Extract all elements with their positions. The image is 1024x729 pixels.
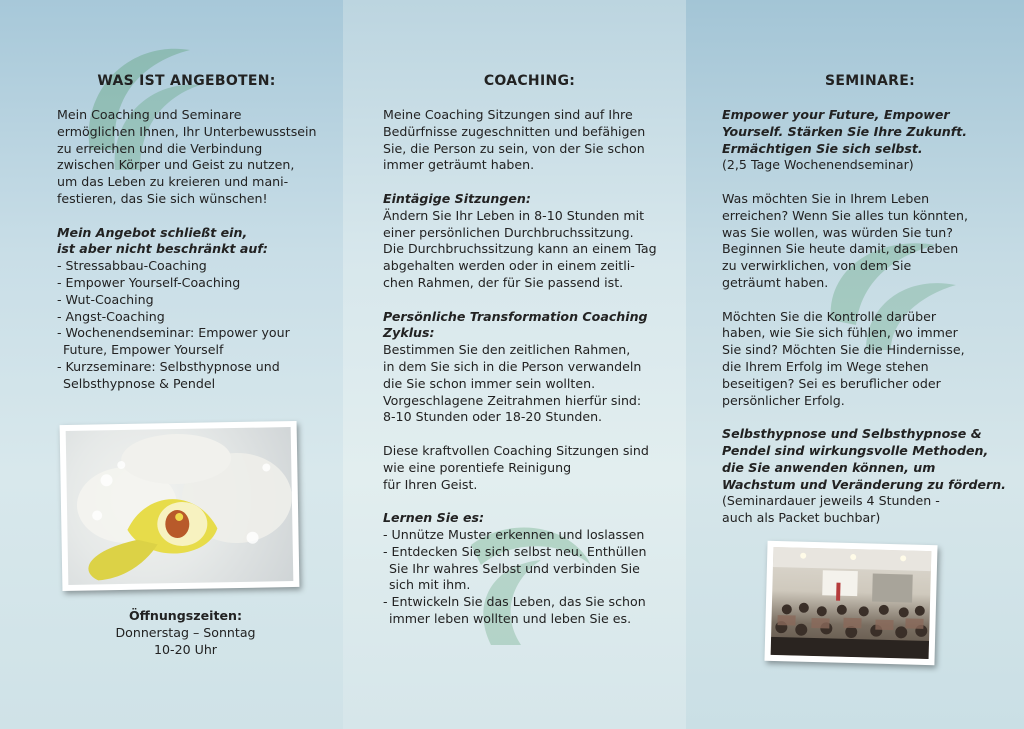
text-line: abgehalten werden oder in einem zeitli- xyxy=(383,258,635,274)
coaching-content xyxy=(383,107,657,628)
list-item: sich mit ihm. xyxy=(389,577,471,593)
text-line: für Ihren Geist. xyxy=(383,476,478,492)
list-item: - Entdecken Sie sich selbst neu. Enthüllen xyxy=(383,543,647,559)
seminar-title: Wachstum und Veränderung zu fördern. xyxy=(722,476,1006,492)
opening-hours xyxy=(57,608,314,658)
text-line: erreichen? Wenn Sie alles tun könnten, xyxy=(722,207,968,223)
seminar-note: (2,5 Tage Wochenendseminar) xyxy=(722,157,914,173)
opening-hours-title: Öffnungszeiten: xyxy=(128,608,243,623)
list-item: - Stressabbau-Coaching xyxy=(57,258,207,274)
seminar-title: Selbsthypnose und Selbsthypnose & xyxy=(722,426,982,442)
list-item: - Angst-Coaching xyxy=(57,308,165,324)
seminar-title: Empower your Future, Empower xyxy=(722,107,950,122)
offer-title: ist aber nicht beschränkt auf: xyxy=(57,241,268,257)
list-item: immer leben wollten und leben Sie es. xyxy=(389,610,632,626)
text-line: immer geträumt haben. xyxy=(383,157,535,173)
list-item: - Kurzseminare: Selbsthypnose und xyxy=(57,358,280,374)
text-line: haben, wie Sie sich fühlen, wo immer xyxy=(722,325,958,341)
panel-middle xyxy=(343,0,686,729)
text-line: in dem Sie sich in die Person verwandeln xyxy=(383,358,642,374)
list-item: - Unnütze Muster erkennen und loslassen xyxy=(383,526,645,542)
section-heading-seminars: SEMINARE: xyxy=(825,73,915,89)
text-line: zwischen Körper und Geist zu nutzen, xyxy=(57,157,295,173)
list-item: Future, Empower Yourself xyxy=(63,342,224,358)
list-item: - Empower Yourself-Coaching xyxy=(57,274,241,290)
text-line: Die Durchbruchssitzung kann an einem Tag xyxy=(383,241,657,257)
orchid-image xyxy=(66,427,294,585)
text-line: 8-10 Stunden oder 18-20 Stunden. xyxy=(383,409,603,425)
text-line: Meine Coaching Sitzungen sind auf Ihre xyxy=(383,107,633,122)
text-line: Sie, die Person zu sein, von der Sie schon xyxy=(383,140,645,156)
text-line: Vorgeschlagene Zeitrahmen hierfür sind: xyxy=(383,392,642,408)
seminar-photo xyxy=(764,541,937,665)
seminar-note: (Seminardauer jeweils 4 Stunden - xyxy=(722,493,940,509)
text-line: festieren, das Sie sich wünschen! xyxy=(57,190,268,206)
seminars-content xyxy=(722,107,1006,527)
subheading: Lernen Sie es: xyxy=(383,510,485,526)
list-item: Sie Ihr wahres Selbst und verbinden Sie xyxy=(389,560,640,576)
text-line: Mein Coaching und Seminare xyxy=(57,107,242,122)
text-line: um das Leben zu kreieren und mani- xyxy=(57,174,289,190)
seminar-title: die Sie anwenden können, um xyxy=(722,459,936,475)
orchid-photo xyxy=(60,421,300,591)
offer-intro xyxy=(57,107,317,393)
seminar-title: Yourself. Stärken Sie Ihre Zukunft. xyxy=(722,123,968,139)
text-line: zu verwirklichen, von dem Sie xyxy=(722,258,912,274)
list-item: - Wut-Coaching xyxy=(57,291,154,307)
text-line: ermöglichen Ihnen, Ihr Unterbewusstsein xyxy=(57,123,317,139)
offer-title: Mein Angebot schließt ein, xyxy=(57,224,248,240)
text-line: was Sie wollen, was würden Sie tun? xyxy=(722,224,953,240)
section-heading-coaching: COACHING: xyxy=(483,73,576,89)
text-line: die Ihrem Erfolg im Wege stehen xyxy=(722,358,929,374)
text-line: chen Rahmen, der für Sie passend ist. xyxy=(383,274,624,290)
list-item: - Entwickeln Sie das Leben, das Sie schon xyxy=(383,594,646,610)
text-line: persönlicher Erfolg. xyxy=(722,392,845,408)
opening-hours-time: 10-20 Uhr xyxy=(154,641,217,657)
seminar-audience-icon xyxy=(771,547,932,659)
text-line: Bedürfnisse zugeschnitten und befähigen xyxy=(383,123,646,139)
seminar-room-image xyxy=(771,547,932,659)
text-line: Diese kraftvollen Coaching Sitzungen sind xyxy=(383,442,649,458)
subheading: Zyklus: xyxy=(383,325,435,341)
section-heading-offer: WAS IST ANGEBOTEN: xyxy=(97,73,276,89)
text-line: Ändern Sie Ihr Leben in 8-10 Stunden mit xyxy=(383,207,645,223)
text-line: zu erreichen und die Verbindung xyxy=(57,140,263,156)
subheading: Eintägige Sitzungen: xyxy=(383,190,531,206)
list-item: - Wochenendseminar: Empower your xyxy=(57,325,290,341)
text-line: die Sie schon immer sein wollten. xyxy=(383,375,596,391)
text-line: Sie sind? Möchten Sie die Hindernisse, xyxy=(722,342,965,358)
text-line: geträumt haben. xyxy=(722,274,829,290)
seminar-title: Pendel sind wirkungsvolle Methoden, xyxy=(722,442,989,458)
seminar-title: Ermächtigen Sie sich selbst. xyxy=(722,140,923,156)
text-line: einer persönlichen Durchbruchssitzung. xyxy=(383,224,634,240)
text-line: beseitigen? Sei es beruflicher oder xyxy=(722,375,941,391)
panel-right xyxy=(686,0,1024,729)
list-item: Selbsthypnose & Pendel xyxy=(63,375,216,391)
text-line: Beginnen Sie heute damit, das Leben xyxy=(722,241,959,257)
seminar-note: auch als Packet buchbar) xyxy=(722,510,881,526)
orchid-flower-icon xyxy=(66,427,294,585)
subheading: Persönliche Transformation Coaching xyxy=(383,308,648,324)
text-line: Bestimmen Sie den zeitlichen Rahmen, xyxy=(383,342,631,358)
text-line: Was möchten Sie in Ihrem Leben xyxy=(722,190,930,206)
text-line: wie eine porentiefe Reinigung xyxy=(383,459,572,475)
text-line: Möchten Sie die Kontrolle darüber xyxy=(722,308,937,324)
panel-left xyxy=(0,0,343,729)
opening-hours-days: Donnerstag – Sonntag xyxy=(115,624,256,640)
